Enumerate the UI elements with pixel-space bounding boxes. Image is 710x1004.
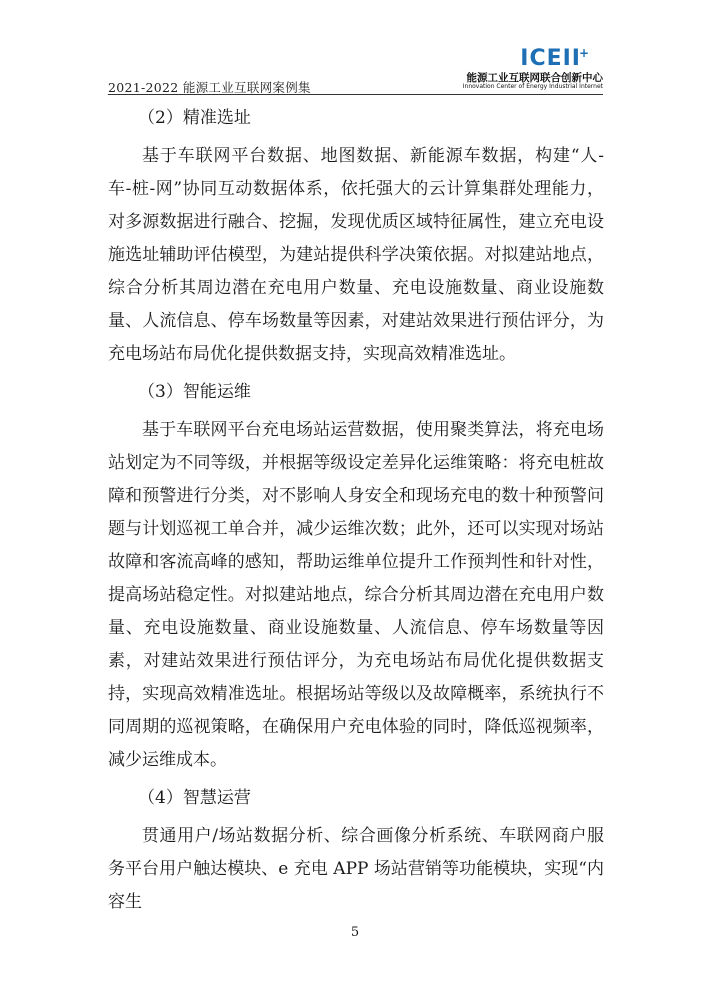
page-header (108, 44, 603, 94)
section-heading-site-selection: （2）精准选址 (138, 108, 251, 128)
logo-plus-icon: + (578, 46, 589, 60)
page-number: 5 (350, 925, 360, 940)
paragraph-site-selection: 基于车联网平台数据、地图数据、新能源车数据，构建“人-车-桩-网”协同互动数据体系，依托强大的云计算集群处理能力，对多源数据进行融合、挖掘，发现优质区域特征属性，建立充电设施选址辅助评估模型，为建站提供科学决策依据。对拟建站地点，综合分析其周边潜在充电用户数量、充电设施数量、商业设施数量、人流信息、停车场数量等因素，对建站效果进行预估评分，为充电场站布局优化提供数据支持，实现高效精准选址。 (108, 146, 604, 364)
logo-chinese-name: 能源工业互联网联合创新中心 (466, 72, 603, 84)
page-body (108, 102, 604, 924)
report-title: 2021-2022 能源工业互联网案例集 (108, 80, 311, 95)
logo-mark: ICEII (520, 46, 581, 71)
paragraph-smart-operation: 贯通用户/场站数据分析、综合画像分析系统、车联网商户服务平台用户触达模块、e 充电 APP 场站营销等功能模块，实现“内容生 (108, 826, 604, 912)
paragraph-smart-maintenance: 基于车联网平台充电场站运营数据，使用聚类算法，将充电场站划定为不同等级，并根据等级设定差异化运维策略：将充电桩故障和预警进行分类，对不影响人身安全和现场充电的数十种预警问题与计划巡视工单合并，减少运维次数；此外，还可以实现对场站故障和客流高峰的感知，帮助运维单位提升工作预判性和针对性，提高场站稳定性。对拟建站地点，综合分析其周边潜在充电用户数量、充电设施数量、商业设施数量、人流信息、停车场数量等因素，对建站效果进行预估评分，为充电场站布局优化提供数据支持，实现高效精准选址。根据场站等级以及故障概率，系统执行不同周期的巡视策略，在确保用户充电体验的同时，降低巡视频率，减少运维成本。 (108, 420, 604, 770)
section-heading-smart-operation: （4）智慧运营 (138, 788, 251, 808)
section-heading-smart-maintenance: （3）智能运维 (138, 382, 251, 402)
iceii-logo (462, 46, 603, 90)
logo-english-name: Innovation Center of Energy Industrial Internet (462, 83, 603, 90)
header-divider (108, 94, 603, 95)
